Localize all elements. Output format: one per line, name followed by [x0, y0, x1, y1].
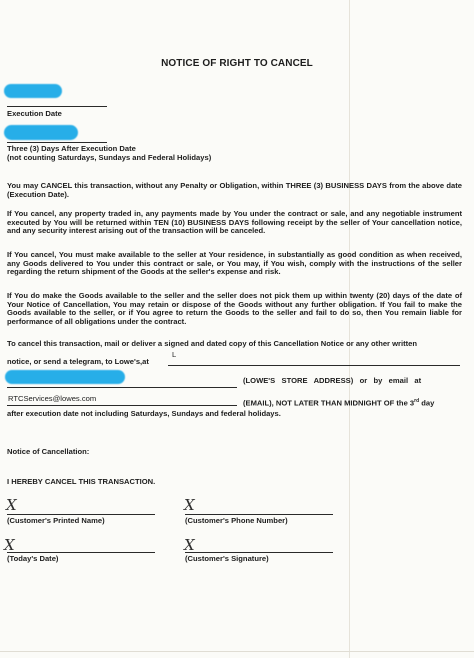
deadline-text: (EMAIL), NOT LATER THAN MIDNIGHT OF the 3rd day	[243, 398, 435, 408]
paragraph-cancel-right: You may CANCEL this transaction, without any Penalty or Obligation, within THREE (3) BUSINESS DAYS from the above date (Execution Date).	[7, 181, 462, 199]
phone-number-label: (Customer's Phone Number)	[185, 516, 288, 525]
page-fold-line	[349, 0, 350, 658]
page-bottom-edge	[0, 651, 474, 652]
three-days-line	[7, 142, 107, 143]
printed-name-label: (Customer's Printed Name)	[7, 516, 105, 525]
email-line	[7, 405, 237, 406]
execution-date-line	[7, 106, 107, 107]
todays-date-label: (Today's Date)	[7, 554, 59, 563]
handwritten-x-mark: X	[4, 536, 15, 554]
document-title: NOTICE OF RIGHT TO CANCEL	[161, 58, 313, 69]
three-days-label: Three (3) Days After Execution Date	[7, 144, 136, 153]
store-address-label: (LOWE'S STORE ADDRESS) or by email at	[243, 376, 422, 385]
todays-date-line[interactable]	[7, 552, 155, 553]
redaction-mark	[4, 84, 62, 98]
not-counting-label: (not counting Saturdays, Sundays and Federal Holidays)	[7, 153, 212, 162]
mail-instruction-line: To cancel this transaction, mail or deliver a signed and dated copy of this Cancellation Notice or any other written	[7, 339, 418, 348]
redaction-mark	[4, 125, 78, 140]
address-line	[168, 365, 460, 366]
telegram-line: notice, or send a telegram, to Lowe's,at	[7, 357, 149, 366]
paragraph-goods-availability: If You cancel, You must make available to the seller at Your residence, in substantially as good condition as when received, any Goods delivered to You under this contract or sale, or You may, if You wish, comply with the instructions of the seller regarding the return shipment of the Goods at the seller's expense and risk.	[7, 250, 462, 277]
signature-label: (Customer's Signature)	[185, 554, 269, 563]
after-execution-text: after execution date not including Saturdays, Sundays and federal holidays.	[7, 409, 281, 418]
notice-of-cancellation-label: Notice of Cancellation:	[7, 447, 90, 456]
handwritten-x-mark: X	[6, 496, 17, 514]
handwritten-x-mark: X	[184, 536, 195, 554]
paragraph-refund: If You cancel, any property traded in, any payments made by You under the contract or sale, and any negotiable instrument executed by You will be returned within TEN (10) BUSINESS DAYS following receipt by the seller of Your cancellation notice, and any security interest arising out of the transaction will be canceled.	[7, 209, 462, 236]
phone-number-line[interactable]	[185, 514, 333, 515]
telegram-fill-text: L	[172, 350, 177, 359]
paragraph-goods-retention: If You do make the Goods available to the seller and the seller does not pick them up within twenty (20) days of the date of Your Notice of Cancellation, You may retain or dispose of the Goods without any further obligation. If You fail to make the Goods available to the seller, or if You agree to return the Goods to the seller and fail to do so, then You remain liable for performance of all obligations under the contract.	[7, 291, 462, 326]
email-address: RTCServices@lowes.com	[8, 394, 97, 403]
signature-line[interactable]	[185, 552, 333, 553]
hereby-cancel-text: I HEREBY CANCEL THIS TRANSACTION.	[7, 477, 156, 486]
handwritten-x-mark: X	[184, 496, 195, 514]
redaction-mark	[5, 370, 125, 384]
execution-date-label: Execution Date	[7, 109, 62, 118]
printed-name-line[interactable]	[7, 514, 155, 515]
store-address-line	[7, 387, 237, 388]
